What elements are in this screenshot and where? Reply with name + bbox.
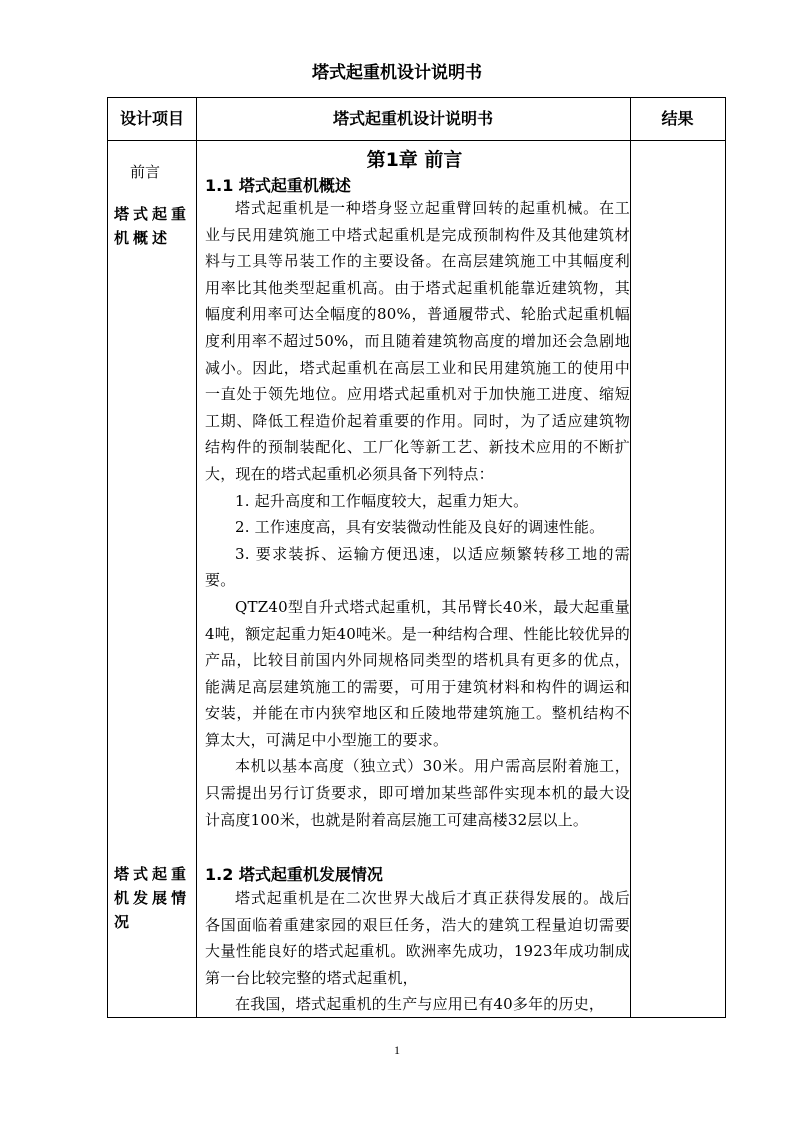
header-design-item: 设计项目 (119, 109, 184, 128)
section-heading-1-2: 1.2 塔式起重机发展情况 (205, 865, 383, 884)
header-result: 结果 (661, 109, 694, 128)
header-spec: 塔式起重机设计说明书 (332, 109, 493, 128)
list-item: 1. 起升高度和工作幅度较大，起重力矩大。 (235, 491, 529, 510)
label-preface: 前言 (130, 163, 161, 181)
column-divider (196, 98, 197, 1017)
section-1-2-body (205, 885, 630, 1018)
paragraph: QTZ40型自升式塔式起重机，其吊臂长40米，最大起重量4吨，额定起重力矩40吨米。是一种结构合理、性能比较优异的产品，比较目前国内外同规格同类型的塔机具有更多的优点，能满足高层建筑施工的需要，可用于建筑材料和构件的调运和安装，并能在市内狭窄地区和丘陵地带建筑施工。整机结构不算太大，可满足中小型施工的要求。 (205, 597, 630, 749)
header-divider (108, 140, 725, 141)
spec-table (107, 97, 726, 1018)
chapter-title: 第1章 前言 (366, 149, 463, 171)
label-overview: 塔式起重机概述 (114, 205, 191, 247)
list-item: 2. 工作速度高，具有安装微动性能及良好的调速性能。 (235, 518, 605, 537)
paragraph: 塔式起重机是一种塔身竖立起重臂回转的起重机械。在工业与民用建筑施工中塔式起重机是完成预制构件及其他建筑材料与工具等吊装工作的主要设备。在高层建筑施工中其幅度利用率比其他类型起重机高。由于塔式起重机能靠近建筑物，其幅度利用率可达全幅度的80%，普通履带式、轮胎式起重机幅度利用率不超过50%，而且随着建筑物高度的增加还会急剧地减小。因此，塔式起重机在高层工业和民用建筑施工的使用中一直处于领先地位。应用塔式起重机对于加快施工进度、缩短工期、降低工程造价起着重要的作用。同时，为了适应建筑物结构件的预制装配化、工厂化等新工艺、新技术应用的不断扩大，现在的塔式起重机必须具备下列特点： (205, 199, 630, 483)
column-divider (630, 98, 631, 1017)
list-item: 3. 要求装拆、运输方便迅速，以适应频繁转移工地的需要。 (205, 544, 630, 590)
section-heading-1-1: 1.1 塔式起重机概述 (205, 176, 351, 195)
page-number: 1 (394, 1043, 400, 1057)
paragraph: 塔式起重机是在二次世界大战后才真正获得发展的。战后各国面临着重建家园的艰巨任务，浩大的建筑工程量迫切需要大量性能良好的塔式起重机。欧洲率先成功，1923年成功制成第一台比较完整的塔式起重机， (205, 889, 630, 987)
section-1-1-body (205, 195, 630, 833)
paragraph: 本机以基本高度（独立式）30米。用户需高层附着施工，只需提出另行订货要求，即可增加某些部件实现本机的最大设计高度100米，也就是附着高层施工可建高楼32层以上。 (205, 757, 630, 829)
document-title: 塔式起重机设计说明书 (312, 63, 482, 83)
paragraph: 在我国，塔式起重机的生产与应用已有40多年的历史， (235, 995, 605, 1014)
label-development: 塔式起重机发展情况 (114, 865, 191, 931)
